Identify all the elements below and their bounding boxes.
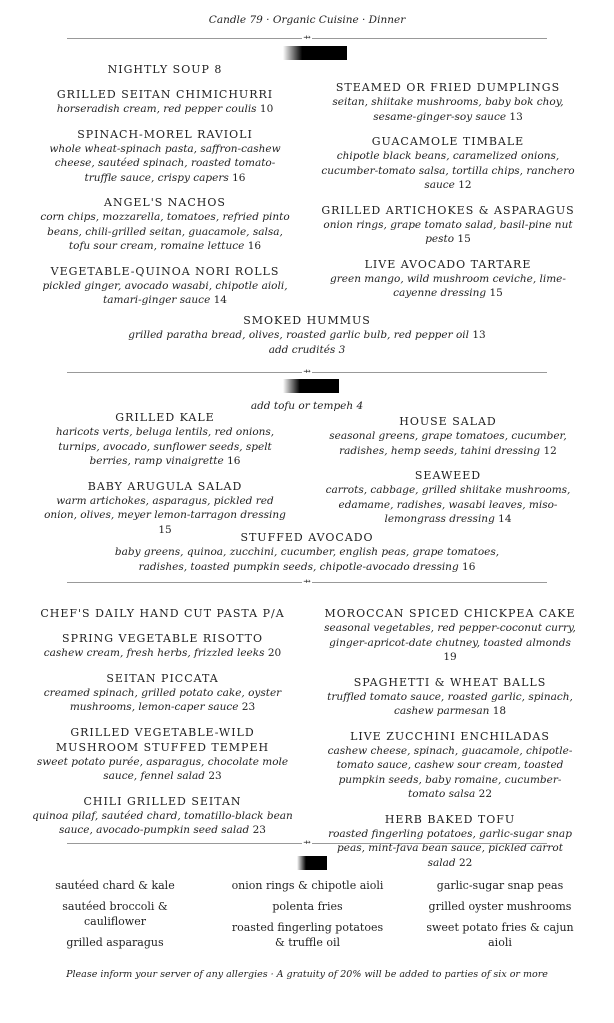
side-dish: onion rings & chipotle aioli <box>231 879 384 892</box>
menu-item-name: CHEF'S DAILY HAND CUT PASTA P/A <box>40 607 285 620</box>
menu-item <box>40 62 290 77</box>
menu-item <box>40 264 290 308</box>
sides-column-3 <box>420 878 580 956</box>
menu-item-price: 23 <box>205 770 222 782</box>
menu-item-description: grilled paratha bread, olives, roasted garlic bulb, red pepper oil 13 <box>128 329 486 341</box>
menu-item-description: cashew cream, fresh herbs, frizzled leeks 20 <box>43 647 282 659</box>
salads-right-column <box>318 414 578 537</box>
sides-column-1 <box>40 878 190 956</box>
menu-item-name: GRILLED VEGETABLE-WILD MUSHROOM STUFFED TEMPEH <box>55 725 270 754</box>
menu-item-description: roasted fingerling potatoes, garlic-sugar snap peas, mint-fava bean sauce, pickled carrot salad 22 <box>328 827 572 869</box>
menu-item-description: truffled tomato sauce, roasted garlic, spinach, cashew parmesan 18 <box>327 690 573 717</box>
menu-item-price: 19 <box>443 651 457 663</box>
menu-item-name: HERB BAKED TOFU <box>384 812 516 826</box>
menu-item-price: 14 <box>494 513 512 525</box>
menu-item-name: STUFFED AVOCADO <box>240 531 374 544</box>
menu-item-price: 13 <box>506 110 523 123</box>
side-dish: polenta fries <box>272 900 343 913</box>
menu-item-extra: add crudités 3 <box>268 343 346 356</box>
menu-item-description: pickled ginger, avocado wasabi, chipotle aioli, tamari-ginger sauce 14 <box>42 279 288 306</box>
divider-rule: ⇸ <box>67 38 547 39</box>
menu-item <box>30 794 295 838</box>
menu-item-description: seitan, shiitake mushrooms, baby bok choy, sesame-ginger-soy sauce 13 <box>332 96 564 123</box>
menu-item <box>30 606 295 621</box>
divider-rule: ⇸ <box>67 372 547 373</box>
menu-item-price: 10 <box>256 103 274 115</box>
menu-item-price: 16 <box>244 240 262 252</box>
menu-item-price: 18 <box>489 705 507 717</box>
side-dish: roasted fingerling potatoes & truffle oil <box>231 921 384 949</box>
menu-item-name: BABY ARUGULA SALAD <box>87 479 243 493</box>
menu-item <box>40 479 290 538</box>
menu-item <box>318 134 578 193</box>
section-banner <box>283 379 339 393</box>
section-banner <box>283 46 347 60</box>
menu-item-name: ANGEL'S NACHOS <box>104 196 226 209</box>
menu-item-name: SPRING VEGETABLE RISOTTO <box>62 632 263 645</box>
sides-column-2 <box>230 878 385 956</box>
allergy-notice: Please inform your server of any allergies · A gratuity of 20% will be added to parties of six or more <box>66 969 548 980</box>
menu-item <box>40 410 290 469</box>
menu-item <box>322 606 578 665</box>
divider-rule: ⇸ <box>67 843 547 844</box>
menu-item-price: 23 <box>249 824 266 836</box>
menu-item-price: 15 <box>454 233 471 245</box>
menu-item <box>322 812 578 871</box>
entrees-left-column <box>30 606 295 848</box>
menu-item-description: baby greens, quinoa, zucchini, cucumber, english peas, grape tomatoes, radishes, toasted pumpkin seeds, chipotle-avocado dressing 16 <box>114 546 500 573</box>
menu-item-name: GRILLED ARTICHOKES & ASPARAGUS <box>321 203 575 217</box>
menu-item-name: HOUSE SALAD <box>399 415 497 428</box>
menu-item <box>107 313 507 357</box>
menu-item-name: STEAMED OR FRIED DUMPLINGS <box>335 81 561 94</box>
menu-item-price: 15 <box>486 287 503 299</box>
menu-item-description: onion rings, grape tomato salad, basil-pine nut pesto 15 <box>323 218 573 245</box>
menu-item <box>40 195 290 254</box>
salads-note: add tofu or tempeh 4 <box>250 400 364 412</box>
menu-item-description: creamed spinach, grilled potato cake, oyster mushrooms, lemon-caper sauce 23 <box>43 686 282 713</box>
menu-item-name: SPINACH-MOREL RAVIOLI <box>77 127 253 141</box>
menu-item-price: 14 <box>210 294 227 306</box>
menu-item-description: quinoa pilaf, sautéed chard, tomatillo-black bean sauce, avocado-pumpkin seed salad 23 <box>32 809 293 836</box>
menu-item <box>318 80 578 124</box>
side-dish: sautéed broccoli & cauliflower <box>62 900 168 928</box>
menu-item-description: chipotle black beans, caramelized onions, cucumber-tomato salsa, tortilla chips, ranchero sauce 12 <box>321 150 575 191</box>
menu-item-name: SEAWEED <box>414 469 482 482</box>
menu-item <box>318 414 578 458</box>
menu-item <box>40 87 290 117</box>
menu-item-description: haricots verts, beluga lentils, red onions, turnips, avocado, sunflower seeds, spelt berries, ramp vinaigrette 16 <box>55 426 275 467</box>
menu-item-name: LIVE ZUCCHINI ENCHILADAS <box>350 729 550 743</box>
side-dish: grilled oyster mushrooms <box>428 900 572 913</box>
menu-item-description: green mango, wild mushroom ceviche, lime-cayenne dressing 15 <box>330 272 566 299</box>
menu-item-price: 8 <box>209 63 223 76</box>
menu-item-name: MOROCCAN SPICED CHICKPEA CAKE <box>324 607 576 620</box>
menu-item <box>30 725 295 784</box>
side-dish: sweet potato fries & cajun aioli <box>426 921 574 949</box>
section-banner <box>297 856 327 870</box>
menu-item-name: NIGHTLY SOUP 8 <box>107 63 223 76</box>
menu-item-description: carrots, cabbage, grilled shiitake mushrooms, edamame, radishes, wasabi leaves, miso-lemongrass dressing 14 <box>325 484 571 525</box>
side-dish: garlic-sugar snap peas <box>436 879 564 892</box>
menu-item-name: SMOKED HUMMUS <box>243 314 371 327</box>
menu-item-name: CHILI GRILLED SEITAN <box>83 794 242 808</box>
entrees-right-column <box>322 606 578 880</box>
menu-item <box>318 257 578 301</box>
appetizers-left-column <box>40 62 290 318</box>
menu-item-name: GRILLED SEITAN CHIMICHURRI <box>56 88 274 101</box>
menu-item <box>30 631 295 661</box>
menu-item-price: 13 <box>469 329 486 341</box>
menu-item-price: 23 <box>238 701 256 713</box>
salads-left-column <box>40 410 290 547</box>
menu-item-name: VEGETABLE-QUINOA NORI ROLLS <box>50 264 280 278</box>
menu-item-price: 16 <box>458 560 476 573</box>
menu-item <box>322 729 578 802</box>
menu-item-description: warm artichokes, asparagus, pickled red onion, olives, meyer lemon-tarragon dressing 15 <box>44 494 286 536</box>
menu-header: Candle 79 · Organic Cuisine · Dinner <box>208 14 406 26</box>
menu-item <box>97 530 517 574</box>
menu-item-name: LIVE AVOCADO TARTARE <box>364 257 532 271</box>
menu-item-description: seasonal vegetables, red pepper-coconut curry, ginger-apricot-date chutney, toasted almonds 19 <box>324 622 576 663</box>
salads-full-item <box>97 530 517 584</box>
menu-item-name: SPAGHETTI & WHEAT BALLS <box>353 675 547 689</box>
menu-item-description: horseradish cream, red pepper coulis 10 <box>56 103 274 115</box>
menu-item-price: 20 <box>264 647 282 659</box>
menu-item <box>318 468 578 527</box>
menu-item-price: 12 <box>540 444 557 457</box>
menu-item-price: 12 <box>454 179 472 191</box>
menu-item-description: cashew cheese, spinach, guacamole, chipotle-tomato sauce, cashew sour cream, toasted pumpkin seeds, baby romaine, cucumber-tomato salsa 22 <box>327 744 573 800</box>
side-dish: sautéed chard & kale <box>55 879 175 892</box>
menu-item <box>40 127 290 186</box>
menu-item-price: 22 <box>455 856 473 869</box>
menu-item-description: corn chips, mozzarella, tomatoes, refried pinto beans, chili-grilled seitan, guacamole, salsa, tofu sour cream, romaine lettuce 16 <box>40 211 290 252</box>
menu-item-description: whole wheat-spinach pasta, saffron-cashew cheese, sautéed spinach, roasted tomato-truffle sauce, crispy capers 16 <box>49 142 281 184</box>
divider-rule: ⇸ <box>67 582 547 583</box>
menu-item <box>30 671 295 715</box>
menu-item <box>318 203 578 247</box>
menu-item-description: seasonal greens, grape tomatoes, cucumber, radishes, hemp seeds, tahini dressing 12 <box>329 430 567 457</box>
menu-item-price: 16 <box>228 171 246 184</box>
appetizers-right-column <box>318 80 578 311</box>
menu-item-name: GRILLED KALE <box>115 411 215 424</box>
menu-item-description: sweet potato purée, asparagus, chocolate mole sauce, fennel salad 23 <box>36 755 289 782</box>
menu-item-price: 16 <box>223 455 241 467</box>
menu-item-price: 15 <box>158 523 172 536</box>
menu-item <box>322 675 578 719</box>
menu-item-name: GUACAMOLE TIMBALE <box>371 135 525 148</box>
side-dish: grilled asparagus <box>66 936 164 949</box>
menu-item-name: SEITAN PICCATA <box>106 671 219 685</box>
menu-item-price: 22 <box>475 788 492 800</box>
appetizers-full-item <box>107 313 507 367</box>
